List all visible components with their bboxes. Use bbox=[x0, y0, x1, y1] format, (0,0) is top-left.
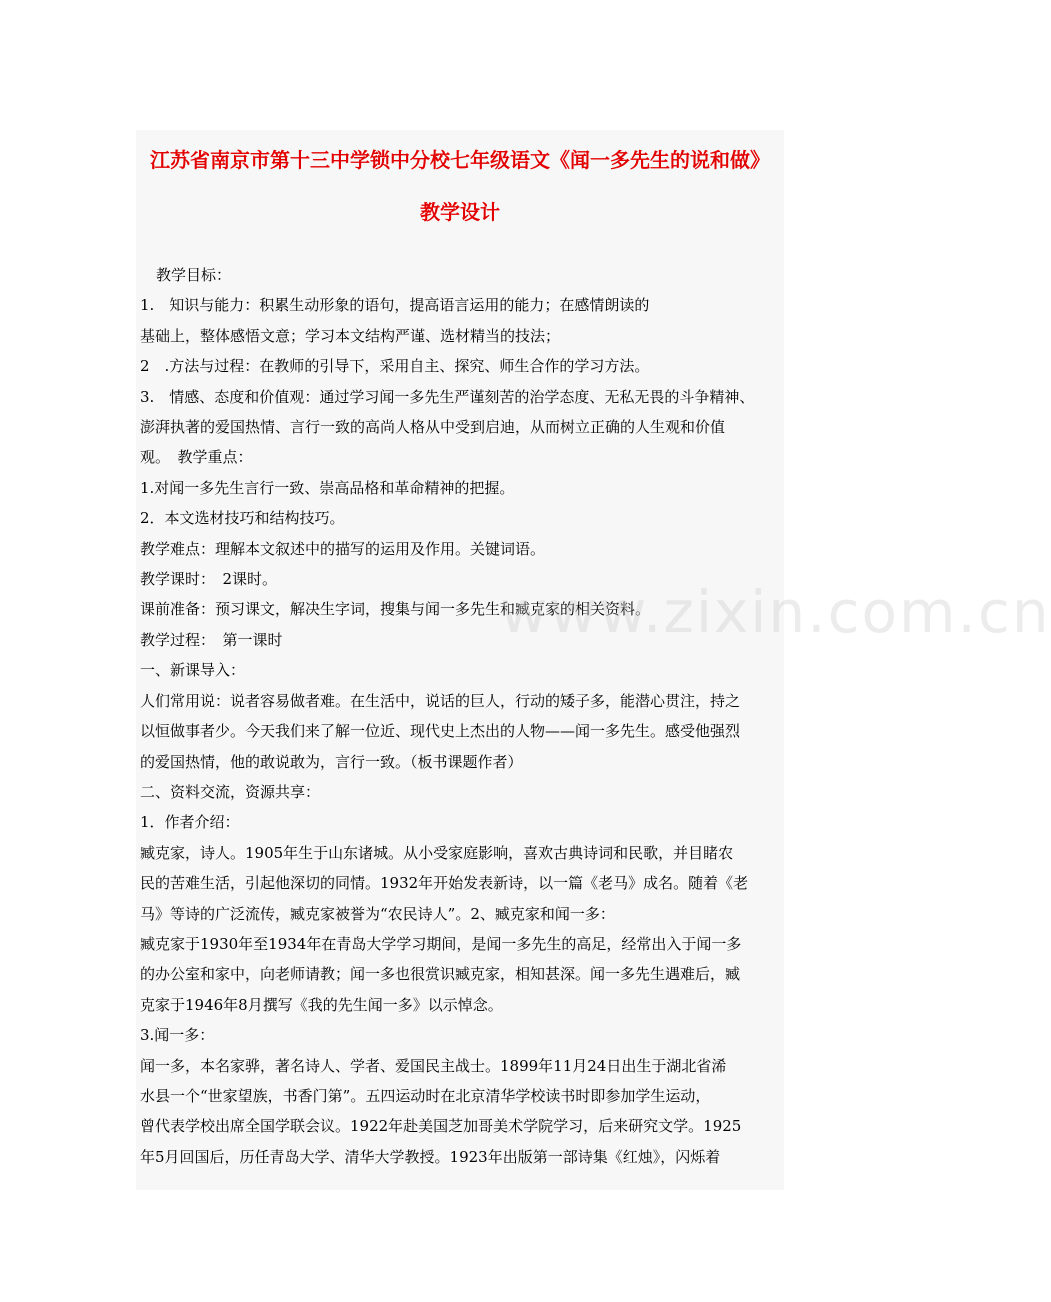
document-body bbox=[140, 260, 780, 1172]
text-line: 一、新课导入： bbox=[140, 661, 246, 680]
text-line: 1. 知识与能力：积累生动形象的语句，提高语言运用的能力；在感情朗读的 bbox=[140, 296, 650, 315]
text-line: 澎湃执著的爱国热情、言行一致的高尚人格从中受到启迪，从而树立正确的人生观和价值 bbox=[140, 418, 726, 437]
text-line: 的办公室和家中，向老师请教；闻一多也很赏识臧克家，相知甚深。闻一多先生遇难后，臧 bbox=[140, 965, 741, 984]
text-line: 臧克家于1930年至1934年在青岛大学学习期间，是闻一多先生的高足，经常出入于闻一多 bbox=[140, 934, 742, 953]
text-line: 教学过程： 第一课时 bbox=[140, 630, 283, 649]
text-line: 3.闻一多： bbox=[140, 1026, 215, 1045]
text-line: 水县一个“世家望族，书香门第”。五四运动时在北京清华学校读书时即参加学生运动， bbox=[140, 1086, 711, 1105]
text-line: 的爱国热情，他的敢说敢为，言行一致。（板书课题作者） bbox=[140, 752, 523, 771]
document-title: 江苏省南京市第十三中学锁中分校七年级语文《闻一多先生的说和做》 bbox=[150, 148, 770, 172]
text-line: 观。 教学重点： bbox=[140, 448, 253, 467]
text-line: 3. 情感、态度和价值观：通过学习闻一多先生严谨刻苦的治学态度、无私无畏的斗争精神、 bbox=[140, 387, 755, 406]
text-line: 民的苦难生活，引起他深切的同情。1932年开始发表新诗，以一篇《老马》成名。随着《老 bbox=[140, 874, 749, 893]
watermark: www.zixin.com.cn bbox=[500, 578, 1051, 646]
text-line: 1．作者介绍： bbox=[140, 813, 240, 832]
text-line: 教学课时： 2课时。 bbox=[140, 570, 278, 589]
text-line: 曾代表学校出席全国学联会议。1922年赴美国芝加哥美术学院学习，后来研究文学。1925 bbox=[140, 1117, 742, 1136]
text-line: 人们常用说：说者容易做者难。在生活中，说话的巨人，行动的矮子多，能潜心贯注，持之 bbox=[140, 691, 741, 710]
text-line: 教学目标： bbox=[156, 266, 232, 284]
text-line: 二、资料交流，资源共享： bbox=[140, 782, 321, 801]
text-line: 马》等诗的广泛流传，臧克家被誉为“农民诗人”。2、臧克家和闻一多： bbox=[140, 904, 615, 923]
text-line: 1.对闻一多先生言行一致、崇高品格和革命精神的把握。 bbox=[140, 478, 515, 497]
text-line: 年5月回国后，历任青岛大学、清华大学教授。1923年出版第一部诗集《红烛》，闪烁着 bbox=[140, 1147, 721, 1166]
text-line: 2．本文选材技巧和结构技巧。 bbox=[140, 509, 345, 528]
text-line: 臧克家，诗人。1905年生于山东诸城。从小受家庭影响，喜欢古典诗词和民歌，并目睹农 bbox=[140, 843, 734, 862]
text-line: 克家于1946年8月撰写《我的先生闻一多》以示悼念。 bbox=[140, 995, 503, 1014]
text-line: 闻一多，本名家骅，著名诗人、学者、爱国民主战士。1899年11月24日出生于湖北省浠 bbox=[140, 1056, 727, 1075]
text-line: 以恒做事者少。今天我们来了解一位近、现代史上杰出的人物——闻一多先生。感受他强烈 bbox=[140, 722, 741, 741]
text-line: 基础上，整体感悟文意；学习本文结构严谨、选材精当的技法； bbox=[140, 326, 561, 345]
document-subtitle: 教学设计 bbox=[420, 200, 500, 224]
text-line: 2 .方法与过程：在教师的引导下，采用自主、探究、师生合作的学习方法。 bbox=[140, 357, 650, 376]
text-line: 课前准备：预习课文，解决生字词，搜集与闻一多先生和臧克家的相关资料。 bbox=[140, 600, 651, 619]
text-line: 教学难点：理解本文叙述中的描写的运用及作用。关键词语。 bbox=[140, 539, 546, 558]
